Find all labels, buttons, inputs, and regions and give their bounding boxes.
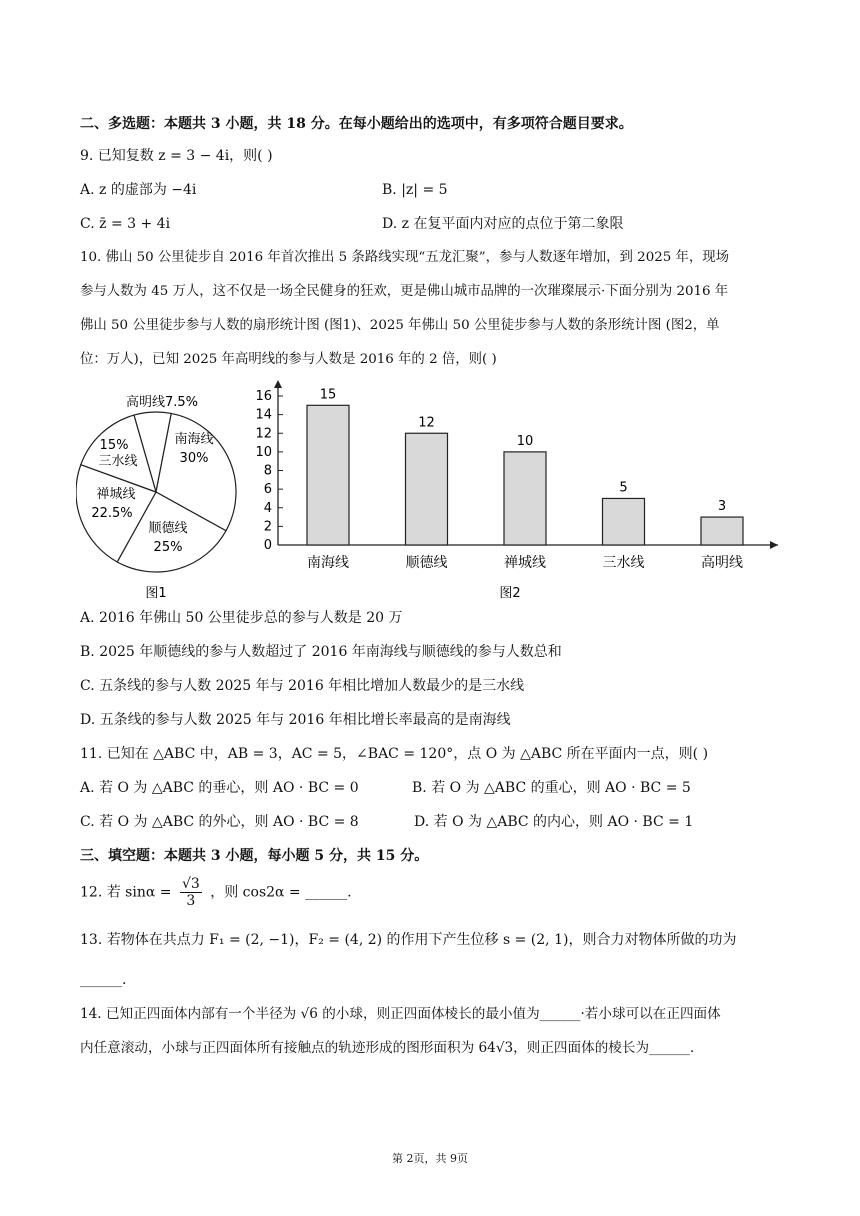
bar-value-label: 10 — [516, 433, 534, 449]
bar-y-tick-label: 6 — [263, 482, 272, 498]
q12 — [80, 876, 352, 916]
q12-post: ，则 cos2α = ______. — [210, 884, 352, 901]
bar-y-axis-arrow — [274, 380, 282, 388]
bar-y-tick-label: 0 — [263, 538, 272, 553]
q10-option-c: C. 五条线的参与人数 2025 年与 2016 年相比增加人数最少的是三水线 — [80, 678, 525, 694]
bar-4 — [701, 517, 743, 545]
pie-label-shunde-pct: 25% — [153, 540, 183, 555]
bar-y-tick-label: 16 — [255, 389, 272, 404]
bar-x-axis-arrow — [770, 541, 778, 549]
q10-line1: 10. 佛山 50 公里徒步自 2016 年首次推出 5 条路线实现“五龙汇聚”，参与人数逐年增加，到 2025 年，现场 — [80, 250, 730, 265]
pie-label-sanshui-pct: 15% — [99, 438, 129, 453]
bar-3 — [603, 498, 645, 545]
section-multiple-choice-title: 二、多选题：本题共 3 小题，共 18 分。在每小题给出的选项中，有多项符合题目要求。 — [80, 116, 633, 132]
q10-option-a: A. 2016 年佛山 50 公里徒步总的参与人数是 20 万 — [80, 610, 403, 626]
bar-y-tick-label: 14 — [255, 407, 272, 423]
bar-y-tick-label: 4 — [263, 500, 272, 516]
q12-fraction-num: √3 — [181, 876, 200, 892]
bar-y-tick-label: 8 — [263, 463, 272, 479]
bar-category-label: 禅城线 — [504, 555, 546, 571]
pie-label-sanshui: 三水线 — [98, 454, 138, 469]
q10-line3: 佛山 50 公里徒步参与人数的扇形统计图 (图1)、2025 年佛山 50 公里徒步参与人数的条形统计图 (图2，单 — [80, 318, 720, 333]
bar-0 — [307, 405, 349, 545]
pie-label-nanhai: 南海线 — [174, 432, 214, 447]
pie-label-chancheng-pct: 22.5% — [91, 506, 133, 521]
bar-value-label: 15 — [319, 387, 337, 403]
bar-1 — [406, 433, 448, 545]
q11-option-b: B. 若 O 为 △ABC 的重心，则 AO · BC = 5 — [412, 780, 691, 796]
q14-line1: 14. 已知正四面体内部有一个半径为 √6 的小球，则正四面体棱长的最小值为______·若小球可以在正四面体 — [80, 1006, 721, 1022]
bar-value-label: 12 — [418, 415, 435, 431]
q14-line2: 内任意滚动，小球与正四面体所有接触点的轨迹形成的图形面积为 64√3，则正四面体的棱长为______. — [80, 1040, 695, 1056]
q10-line4: 位：万人)，已知 2025 年高明线的参与人数是 2016 年的 2 倍，则( ) — [80, 352, 497, 367]
pie-chart-figure1 — [76, 380, 256, 605]
bar-y-tick-label: 2 — [263, 519, 272, 535]
bar-category-label: 三水线 — [602, 555, 645, 571]
q10-line2: 参与人数为 45 万人，这不仅是一场全民健身的狂欢，更是佛山城市品牌的一次璀璨展示·下面分别为 2016 年 — [80, 284, 729, 299]
q9-option-a: A. z 的虚部为 −4i — [80, 182, 197, 198]
q11-option-d: D. 若 O 为 △ABC 的内心，则 AO · BC = 1 — [414, 814, 694, 830]
q13-line1: 13. 若物体在共点力 F₁ = (2, −1)，F₂ = (4, 2) 的作用下产生位移 s = (2, 1)，则合力对物体所做的功为 — [80, 932, 737, 948]
pie-label-nanhai-pct: 30% — [179, 451, 209, 466]
pie-label-shunde: 顺德线 — [148, 521, 188, 536]
bar-category-label: 高明线 — [701, 555, 743, 571]
pie-label-gaoming: 高明线7.5% — [125, 395, 199, 410]
q12-fraction — [180, 876, 202, 909]
q9-stem: 9. 已知复数 z = 3 − 4i，则( ) — [80, 148, 273, 164]
bar-chart-figure2 — [252, 378, 788, 605]
q13-line2: ______. — [80, 972, 127, 988]
q9-option-b: B. |z| = 5 — [382, 182, 448, 198]
q11-option-a: A. 若 O 为 △ABC 的垂心，则 AO · BC = 0 — [80, 780, 359, 796]
page-footer: 第 2页，共 9页 — [392, 1152, 468, 1165]
q12-pre: 12. 若 sinα = — [80, 884, 172, 901]
bar-y-tick-label: 12 — [255, 426, 272, 442]
q10-option-b: B. 2025 年顺德线的参与人数超过了 2016 年南海线与顺德线的参与人数总和 — [80, 644, 562, 660]
q11-stem: 11. 已知在 △ABC 中，AB = 3，AC = 5，∠BAC = 120°，点 O 为 △ABC 所在平面内一点，则( ) — [80, 746, 709, 762]
q9-option-c: C. z̄ = 3 + 4i — [80, 216, 171, 232]
bar-caption: 图2 — [499, 586, 521, 601]
q10-option-d: D. 五条线的参与人数 2025 年与 2016 年相比增长率最高的是南海线 — [80, 712, 511, 728]
bar-category-label: 南海线 — [307, 555, 349, 571]
q11-option-c: C. 若 O 为 △ABC 的外心，则 AO · BC = 8 — [80, 814, 359, 830]
pie-caption: 图1 — [145, 586, 167, 601]
bar-category-label: 顺德线 — [405, 555, 448, 571]
bar-value-label: 3 — [717, 499, 727, 515]
bar-y-tick-label: 10 — [255, 444, 272, 460]
bar-value-label: 5 — [619, 480, 628, 496]
section-fill-blank-title: 三、填空题：本题共 3 小题，每小题 5 分，共 15 分。 — [80, 848, 429, 864]
q12-fraction-den: 3 — [186, 893, 196, 909]
q9-option-d: D. z 在复平面内对应的点位于第二象限 — [382, 216, 624, 232]
pie-label-chancheng: 禅城线 — [96, 487, 136, 502]
bar-2 — [504, 452, 546, 545]
